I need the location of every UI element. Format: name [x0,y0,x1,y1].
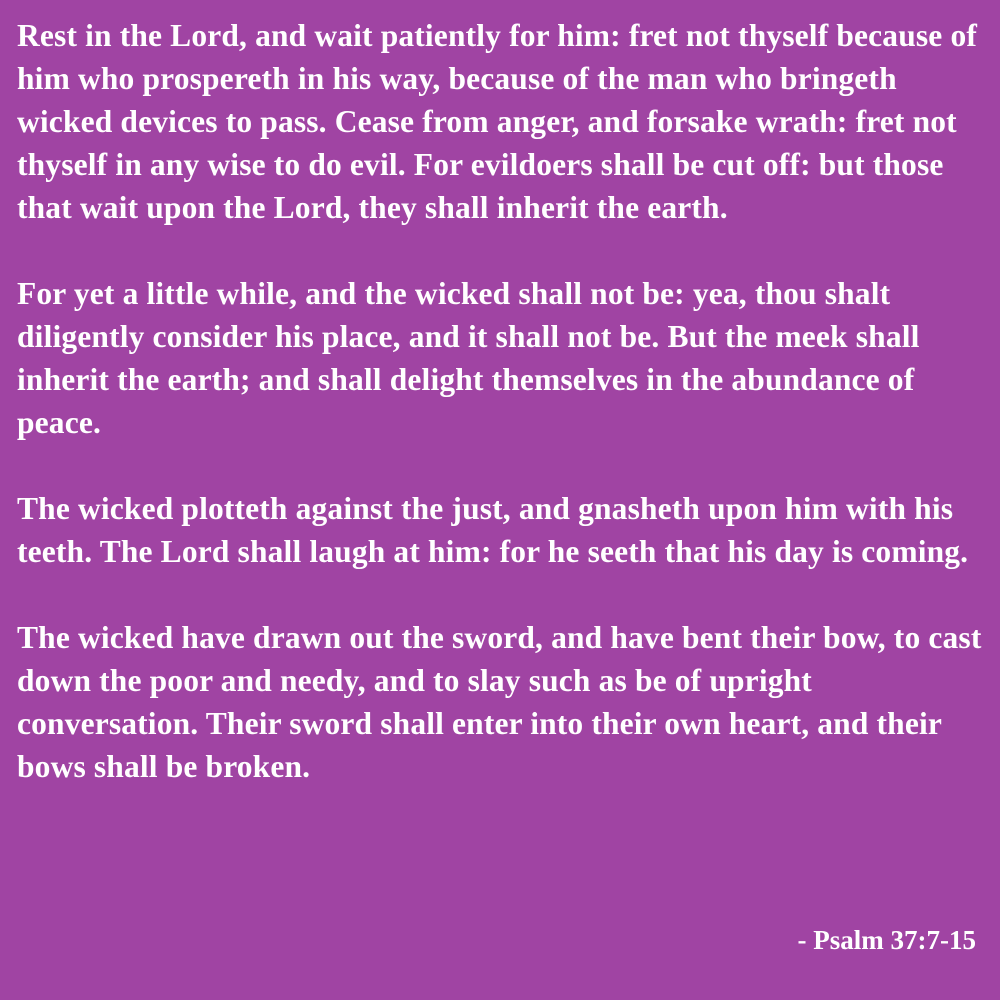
verse-paragraph-1: Rest in the Lord, and wait patiently for him: fret not thyself because of him who prospereth in his way, because of the man who bringeth wicked devices to pass. Cease from anger, and forsake wrath: fret not thyself in any wise to do evil. For evildoers shall be cut off: but those that wait upon the Lord, they shall inherit the earth. [17,18,977,225]
verse-paragraph-4: The wicked have drawn out the sword, and have bent their bow, to cast down the poor and needy, and to slay such as be of upright conversation. Their sword shall enter into their own heart, and their bows shall be broken. [17,620,982,784]
scripture-text [17,14,987,831]
scripture-attribution: - Psalm 37:7-15 [797,925,976,955]
verse-paragraph-3: The wicked plotteth against the just, and gnasheth upon him with his teeth. The Lord shall laugh at him: for he seeth that his day is coming. [17,491,969,569]
verse-paragraph-2: For yet a little while, and the wicked shall not be: yea, thou shalt diligently consider his place, and it shall not be. But the meek shall inherit the earth; and shall delight themselves in the abundance of peace. [17,276,920,440]
